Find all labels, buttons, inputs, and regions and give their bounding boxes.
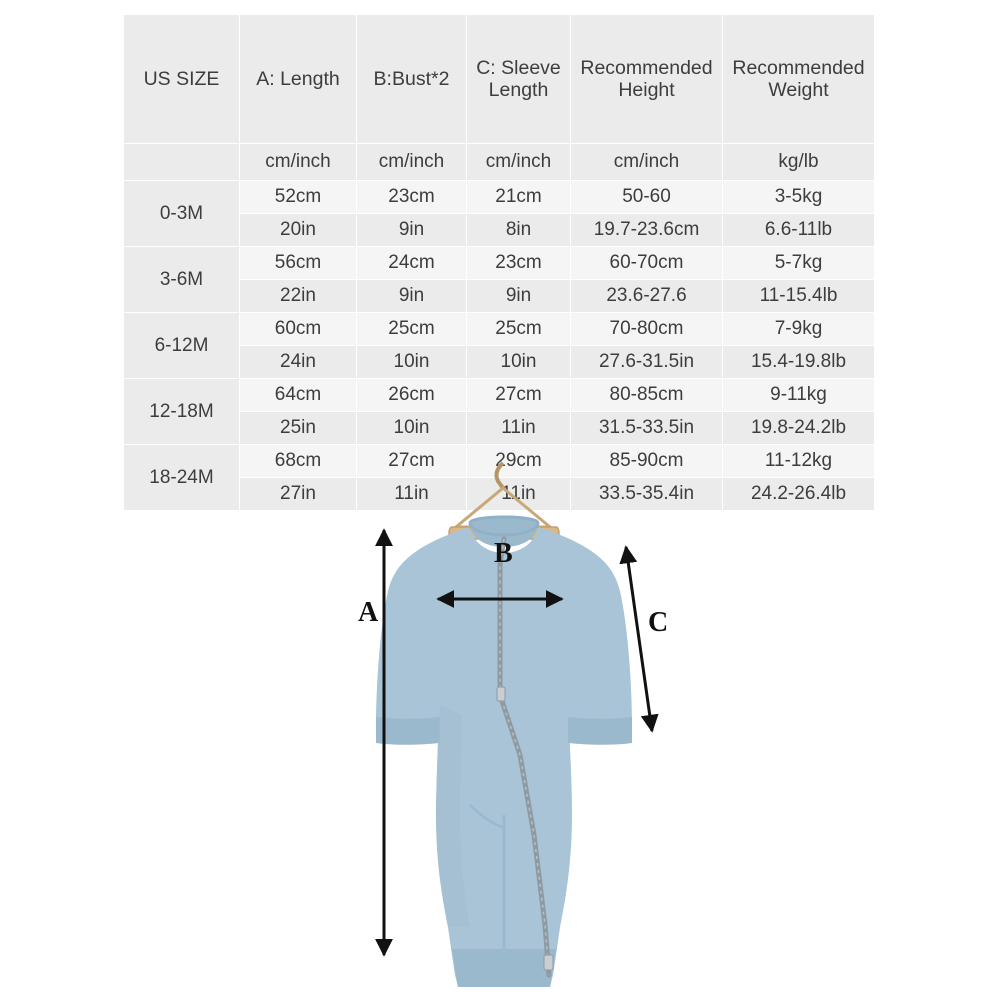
cell-a-imperial: 20in [240, 214, 357, 247]
cell-weight-metric: 7-9kg [723, 313, 875, 346]
cell-height-metric: 50-60 [571, 181, 723, 214]
cell-height-imperial: 27.6-31.5in [571, 346, 723, 379]
cell-a-imperial: 22in [240, 280, 357, 313]
cell-weight-imperial: 19.8-24.2lb [723, 412, 875, 445]
cell-size: 18-24M [124, 445, 240, 511]
cell-a-imperial: 27in [240, 478, 357, 511]
units-height: cm/inch [571, 144, 723, 181]
cell-b-imperial: 11in [357, 478, 467, 511]
header-a-length: A: Length [240, 15, 357, 144]
header-recommended-height: Recommended Height [571, 15, 723, 144]
cell-weight-metric: 11-12kg [723, 445, 875, 478]
cell-size: 6-12M [124, 313, 240, 379]
header-us-size: US SIZE [124, 15, 240, 144]
cell-c-imperial: 10in [467, 346, 571, 379]
cell-c-metric: 23cm [467, 247, 571, 280]
cell-a-imperial: 24in [240, 346, 357, 379]
cell-c-imperial: 11in [467, 412, 571, 445]
cell-c-metric: 29cm [467, 445, 571, 478]
cell-b-metric: 24cm [357, 247, 467, 280]
cell-b-metric: 27cm [357, 445, 467, 478]
cell-a-imperial: 25in [240, 412, 357, 445]
cell-height-imperial: 31.5-33.5in [571, 412, 723, 445]
cell-a-metric: 60cm [240, 313, 357, 346]
table-row [124, 313, 875, 346]
garment-illustration [0, 455, 1000, 1000]
cell-weight-metric: 3-5kg [723, 181, 875, 214]
cell-height-metric: 85-90cm [571, 445, 723, 478]
cell-c-metric: 21cm [467, 181, 571, 214]
cell-weight-imperial: 6.6-11lb [723, 214, 875, 247]
cell-b-metric: 23cm [357, 181, 467, 214]
cell-weight-imperial: 15.4-19.8lb [723, 346, 875, 379]
cell-a-metric: 56cm [240, 247, 357, 280]
cell-c-metric: 25cm [467, 313, 571, 346]
cell-b-imperial: 9in [357, 214, 467, 247]
baby-romper-image [376, 517, 632, 987]
measure-label-b: B [494, 538, 513, 569]
cell-height-metric: 70-80cm [571, 313, 723, 346]
units-weight: kg/lb [723, 144, 875, 181]
cell-height-imperial: 19.7-23.6cm [571, 214, 723, 247]
cell-c-imperial: 9in [467, 280, 571, 313]
table-units-row [124, 144, 875, 181]
cell-size: 3-6M [124, 247, 240, 313]
cell-a-metric: 68cm [240, 445, 357, 478]
cell-weight-metric: 9-11kg [723, 379, 875, 412]
cell-b-metric: 26cm [357, 379, 467, 412]
cell-c-imperial: 11in [467, 478, 571, 511]
cell-b-metric: 25cm [357, 313, 467, 346]
header-c-sleeve-length: C: Sleeve Length [467, 15, 571, 144]
cell-height-metric: 80-85cm [571, 379, 723, 412]
table-header-row [124, 15, 875, 144]
header-b-bust: B:Bust*2 [357, 15, 467, 144]
cell-c-metric: 27cm [467, 379, 571, 412]
cell-b-imperial: 10in [357, 346, 467, 379]
units-us-size [124, 144, 240, 181]
cell-a-metric: 52cm [240, 181, 357, 214]
cell-size: 12-18M [124, 379, 240, 445]
cell-size: 0-3M [124, 181, 240, 247]
cell-a-metric: 64cm [240, 379, 357, 412]
table-row [124, 181, 875, 214]
units-c-sleeve: cm/inch [467, 144, 571, 181]
cell-height-imperial: 33.5-35.4in [571, 478, 723, 511]
cell-weight-imperial: 11-15.4lb [723, 280, 875, 313]
cell-c-imperial: 8in [467, 214, 571, 247]
cell-height-metric: 60-70cm [571, 247, 723, 280]
cell-b-imperial: 10in [357, 412, 467, 445]
cell-weight-imperial: 24.2-26.4lb [723, 478, 875, 511]
units-a-length: cm/inch [240, 144, 357, 181]
size-chart-table [123, 14, 875, 511]
header-recommended-weight: Recommended Weight [723, 15, 875, 144]
table-row [124, 247, 875, 280]
measure-label-a: A [358, 597, 379, 628]
units-b-bust: cm/inch [357, 144, 467, 181]
cell-b-imperial: 9in [357, 280, 467, 313]
table-row [124, 379, 875, 412]
cell-weight-metric: 5-7kg [723, 247, 875, 280]
measure-label-c: C [648, 607, 669, 638]
cell-height-imperial: 23.6-27.6 [571, 280, 723, 313]
